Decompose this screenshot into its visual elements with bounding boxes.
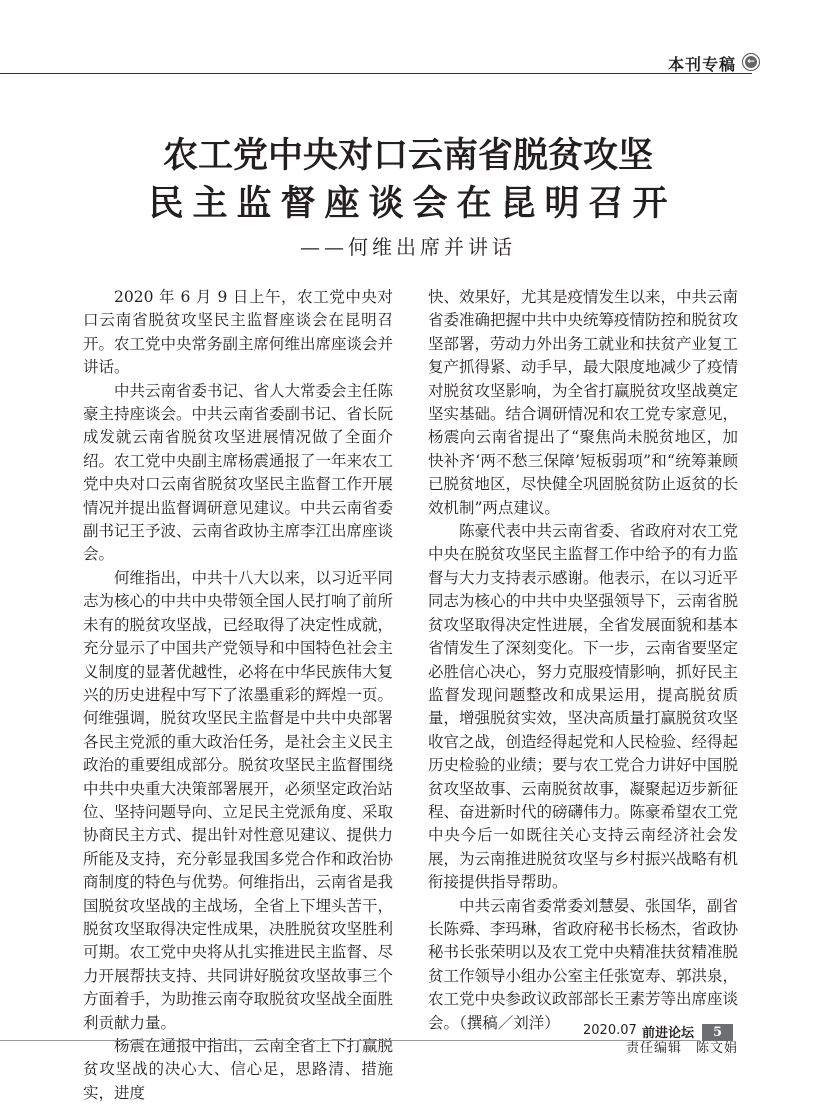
footer-rule <box>0 1040 700 1041</box>
paragraph: 陈豪代表中共云南省委、省政府对农工党中央在脱贫攻坚民主监督工作中给予的有力监督与大力支持表示感谢。他表示，在以习近平同志为核心的中共中央坚强领导下，云南省脱贫攻坚取得决定性进展，全省发展面貌和基本省情发生了深刻变化。下一步，云南省要坚定必胜信心决心，努力克服疫情影响，抓好民主监督发现问题整改和成果运用，提高脱贫质量，增强脱贫实效，坚决高质量打赢脱贫攻坚收官之战，创造经得起党和人民检验、经得起历史检验的业绩；要与农工党合力讲好中国脱贫攻坚故事、云南脱贫故事，凝聚起迈步新征程、奋进新时代的磅礴伟力。陈豪希望农工党中央今后一如既往关心支持云南经济社会发展，为云南推进脱贫攻坚与乡村振兴战略有机衔接提供指导帮助。 <box>428 522 739 892</box>
paragraph: 何维指出，中共十八大以来，以习近平同志为核心的中共中央带领全国人民打响了前所未有的脱贫攻坚战，已经取得了决定性成就，充分显示了中国共产党领导和中国特色社会主义制度的显著优越性，必将在中华民族伟大复兴的历史进程中写下了浓墨重彩的辉煌一页。何维强调，脱贫攻坚民主监督是中共中央部署各民主党派的重大政治任务，是社会主义民主政治的重要组成部分。脱贫攻坚民主监督围绕中共中央重大决策部署展开，必须坚定政治站位、坚持问题导向、立足民主党派角度、采取协商民主方式、提出针对性意见建议、提供力所能及支持，充分彰显我国多党合作和政治协商制度的特色与优势。何维指出，云南省是我国脱贫攻坚战的主战场，全省上下埋头苦干，脱贫攻坚取得决定性成果，决胜脱贫攻坚胜利可期。农工党中央将从扎实推进民主监督、尽力开展帮扶支持、共同讲好脱贫攻坚故事三个方面着手，为助推云南夺取脱贫攻坚战全面胜利贡献力量。 <box>83 568 394 1032</box>
magazine-name: 前进论坛 <box>642 1026 695 1041</box>
header-rule <box>0 73 752 74</box>
paragraph: 2020 年 6 月 9 日上午，农工党中央对口云南省脱贫攻坚民主监督座谈会在昆明召开。农工党中央常务副主席何维出席座谈会并讲话。 <box>83 288 394 377</box>
article-title-line-1: 农工党中央对口云南省脱贫攻坚 <box>162 136 653 176</box>
paragraph: 快、效果好，尤其是疫情发生以来，中共云南省委准确把握中共中央统筹疫情防控和脱贫攻坚部署，劳动力外出务工就业和扶贫产业复工复产抓得紧、动手早，最大限度地减少了疫情对脱贫攻坚影响，为全省打赢脱贫攻坚战奠定坚实基础。结合调研情况和农工党专家意见，杨震向云南省提出了“聚焦尚未脱贫地区，加快补齐‘两不愁三保障’短板弱项”和“统筹兼顾已脱贫地区，尽快健全巩固脱贫防止返贫的长效机制”两点建议。 <box>428 288 739 517</box>
back-arrow-circle-icon: ← <box>742 53 760 71</box>
paragraph: 中共云南省委常委刘慧晏、张国华，副省长陈舜、李玛琳，省政府秘书长杨杰，省政协秘书长张荣明以及农工党中央精准扶贫精准脱贫工作领导小组办公室主任张宽寿、郭洪泉，农工党中央参政议政部部长王素芳等出席座谈会。（撰稿／刘洋） <box>428 896 739 1032</box>
article-subtitle: ——何维出席并讲话 <box>300 235 516 259</box>
responsible-editor: 责任编辑 陈文娟 <box>625 1041 738 1056</box>
right-column <box>428 286 738 1060</box>
left-column <box>83 286 393 1105</box>
issue-date: 2020.07 <box>583 1023 637 1038</box>
paragraph: 杨震在通报中指出，云南全省上下打赢脱贫攻坚战的决心大、信心足，思路清、措施实，进度 <box>83 1037 394 1102</box>
article-title-line-2: 民主监督座谈会在昆明召开 <box>148 184 677 224</box>
section-label: 本刊专稿 <box>668 55 737 74</box>
paragraph: 中共云南省委书记、省人大常委会主任陈豪主持座谈会。中共云南省委副书记、省长阮成发就云南省脱贫攻坚进展情况做了全面介绍。农工党中央副主席杨震通报了一年来农工党中央对口云南省脱贫攻坚民主监督工作开展情况并提出监督调研意见建议。中共云南省委副书记王予波、云南省政协主席李江出席座谈会。 <box>83 381 394 564</box>
page-number: 5 <box>702 1024 733 1041</box>
